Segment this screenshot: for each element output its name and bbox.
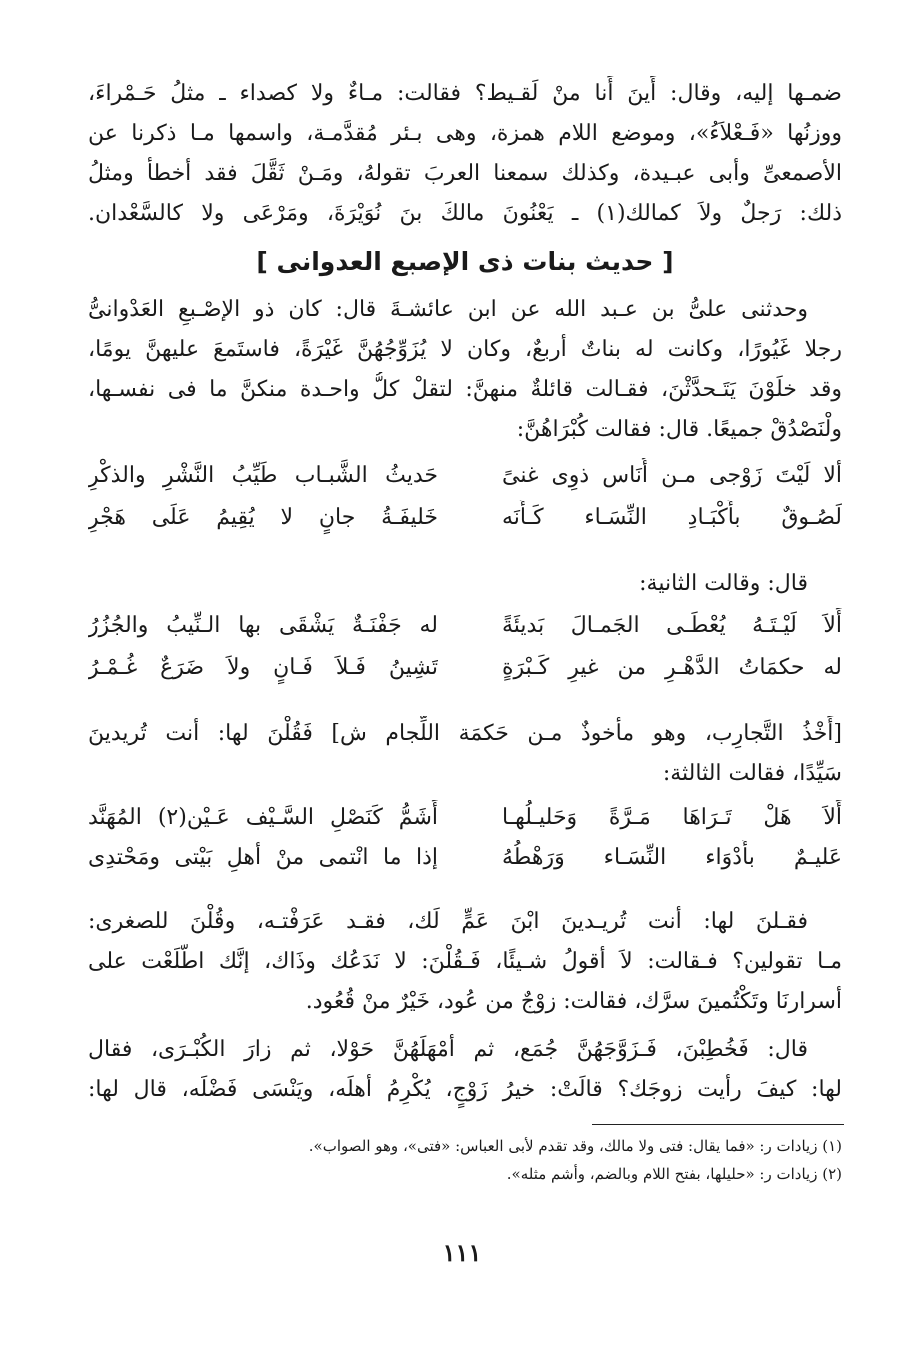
verse-second-hemistich: خَليفَـةُ جانٍ لا يُقِيمُ عَلَى هَجْرِ <box>88 505 438 530</box>
text-line: فقـلنَ لها: أنت تُريـدينَ ابْنَ عَمٍّ لَك، فقـد عَرَفْتـه، وقُلْنَ للصغرى: <box>88 909 808 934</box>
section-heading: [ حديث بنات ذى الإصبع العدوانى ] <box>256 247 674 276</box>
text-line: [أَخْذُ التَّجارِب، وهو مأخوذٌ مـن حَكمَة اللِّجام ش] فَقُلْنَ لها: أنت تُريدينَ <box>88 721 842 746</box>
text-line: ذلك: رَجلٌ ولاَ كمالك(١) ـ يَعْنُونَ مالكَ بنَ نُوَيْرَةَ، ومَرْعَى ولا كالسَّعْدان. <box>88 201 842 226</box>
text-line: ووزنُها «فَـعْلاَءُ»، وموضع اللام همزة، وهى بـئر مُقدَّمـة، واسمها مـا ذكرنا عن <box>88 121 842 146</box>
poem-verse <box>88 608 842 648</box>
footnote: (٢) زيادات ر: «حليلها، بفتح اللام وبالضم، وأشم مثله». <box>506 1165 842 1183</box>
page-number: ١١١ <box>442 1238 482 1267</box>
verse-second-hemistich: حَديثُ الشَّبـاب طَيِّبُ النَّشْرِ والذكْرِ <box>88 463 438 488</box>
verse-second-hemistich: أَشَمُّ كَنَصْلِ السَّـيْف عَـيْن(٢) المُهَنَّد <box>88 805 438 830</box>
text-line: وقد خلَوْنَ يَتَـحدَّثْنَ، فقـالت قائلةٌ منهنَّ: لتقلْ كلُّ واحـدة منكنَّ ما فى نفسـها، <box>88 377 842 402</box>
verse-second-hemistich: له جَفْنَـةٌ يَشْقَى بها الـنِّيبُ والجُزُرُ <box>88 613 438 638</box>
verse-first-hemistich: أَلاَ لَيْـتَـهُ يُعْطَـى الجَمـالَ بَديئَةً <box>502 613 842 638</box>
text-line: لها: كيفَ رأيت زوجَك؟ قالَتْ: خيرُ زَوْجٍ، يُكْرِمُ أهلَه، ويَنْسَى فَضْلَه، قال لها: <box>88 1077 842 1102</box>
verse-second-hemistich: إذا ما انْتمى منْ أهلِ بَيْتى ومَحْتدِى <box>88 845 438 870</box>
poem-verse <box>88 500 842 540</box>
text-line: أسرارنَا وتَكْتُمينَ سرَّك، فقالت: زوْجٌ من عُود، خَيْرٌ منْ قُعُود. <box>305 989 842 1014</box>
footnote-separator <box>592 1124 844 1125</box>
poem-verse <box>88 650 842 690</box>
footnote: (١) زيادات ر: «فما يقال: فتى ولا مالك، وقد تقدم لأبى العباس: «فتى»، وهو الصواب». <box>308 1137 842 1155</box>
text-line: الأصمعىِّ وأبى عبـيدة، وكذلك سمعنا العربَ تقولهُ، ومَـنْ ثَقَّلَ فقد أخطأ ومثلُ <box>88 161 842 186</box>
poem-verse <box>88 458 842 498</box>
text-line: وحدثنى علىُّ بن عـبد الله عن ابن عائشـةَ قال: كان ذو الإصْـبعِ العَدْوانىُّ <box>88 297 808 322</box>
verse-first-hemistich: ألا لَيْتَ زَوْجى مـن أُنَاس ذوِى غنىً <box>502 463 842 488</box>
text-line: قال: وقالت الثانية: <box>639 571 808 596</box>
text-line: رجلا غَيُورًا، وكانت له بناتٌ أربعٌ، وكان لا يُزَوِّجُهُنَّ غَيْرَةً، فاستَمعَ عليهنَّ يومًا، <box>88 337 842 362</box>
verse-first-hemistich: عَليـمٌ بأَدْوَاء النِّسَـاء وَرَهْطُهُ <box>502 845 842 870</box>
text-line: ضمـها إليه، وقال: أَينَ أَنا منْ لَقـيط؟ فقالت: مـاءٌ ولا كصداء ـ مثلُ حَـمْراءَ، <box>88 81 842 106</box>
poem-verse <box>88 840 842 880</box>
text-line: قال: فَخُطِبْنَ، فَـزَوَّجَهُنَّ جُمَع، ثم أمْهَلَهُنَّ حَوْلا، ثم زارَ الكُبْـرَى، فقال <box>88 1037 808 1062</box>
text-line: ولْنَصْدُقْ جميعًا. قال: فقالت كُبْرَاهُنَّ: <box>516 417 842 442</box>
text-line: سَيِّدًا، فقالت الثالثة: <box>662 761 842 786</box>
verse-second-hemistich: تَشِينُ فَـلاَ فَـانٍ ولاَ ضَرَعٌ غُـمْـرُ <box>88 655 438 680</box>
poem-verse <box>88 800 842 840</box>
verse-first-hemistich: أَلاَ هَلْ تَـرَاهَا مَـرَّةً وَحَليـلُهـا <box>502 805 842 830</box>
text-line: مـا تقولين؟ فـقالت: لاَ أقولُ شـيئًا، فَـقُلْنَ: لا نَدَعُك وذَاك، إنَّك اطَّلَعْت على <box>88 949 842 974</box>
verse-first-hemistich: لَصُـوقٌ بأَكْبَـادِ النِّسَـاء كَـأَنَه <box>502 505 842 530</box>
verse-first-hemistich: له حكمَاتُ الدَّهْـرِ من غيرِ كَـبْرَةٍ <box>502 655 842 680</box>
